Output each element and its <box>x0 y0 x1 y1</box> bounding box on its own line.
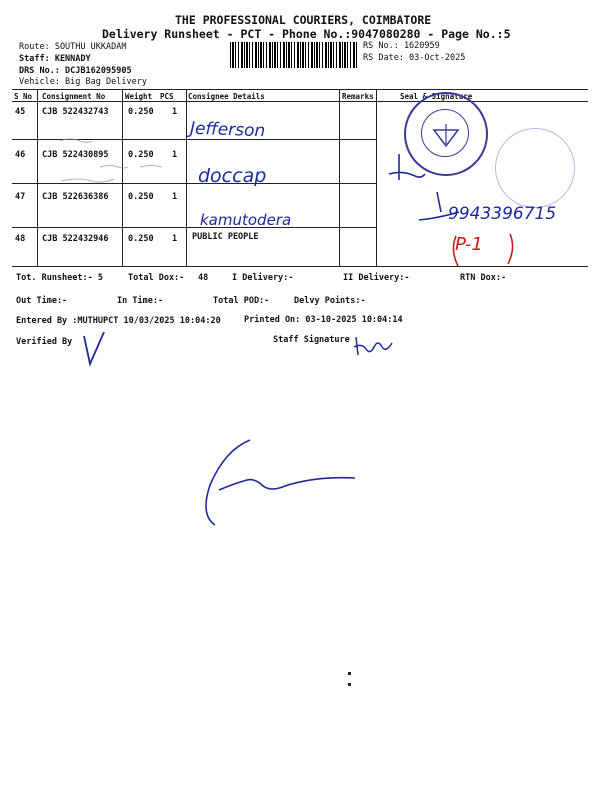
row-consignment: CJB 522636386 <box>42 192 109 202</box>
scan-speck <box>348 672 351 675</box>
runsheet-subtitle: Delivery Runsheet - PCT - Phone No.:9047080280 - Page No.:5 <box>102 27 511 41</box>
company-title: THE PROFESSIONAL COURIERS, COIMBATORE <box>175 13 432 27</box>
out-time: Out Time:- <box>16 296 68 306</box>
signature-row46 <box>385 150 435 190</box>
rtn-dox: RTN Dox:- <box>460 273 507 283</box>
handwritten-phone: 9943396715 <box>448 204 557 224</box>
col-divider <box>339 89 340 266</box>
header-remarks: Remarks <box>342 92 374 101</box>
staff-signature-label: Staff Signature <box>273 335 350 345</box>
handwritten-name-row46: doccap <box>198 165 267 187</box>
entered-by: Entered By :MUTHUPCT 10/03/2025 10:04:20 <box>16 316 221 326</box>
delvy-points: Delvy Points:- <box>294 296 366 306</box>
ii-delivery: II Delivery:- <box>343 273 410 283</box>
row-sno: 48 <box>15 234 26 244</box>
col-divider <box>186 89 187 266</box>
row-pcs: 1 <box>172 150 178 160</box>
table-header-border <box>12 101 588 102</box>
faint-seal-stamp <box>495 128 575 208</box>
total-pod: Total POD:- <box>213 296 270 306</box>
staff-signature <box>350 333 400 363</box>
header-weight: Weight <box>125 92 153 101</box>
rs-date: RS Date: 03-Oct-2025 <box>363 53 466 63</box>
table-top-border <box>12 89 588 90</box>
row-weight: 0.250 <box>128 150 154 160</box>
total-dox-label: Total Dox:- <box>128 273 185 283</box>
i-delivery: I Delivery:- <box>232 273 294 283</box>
in-time: In Time:- <box>117 296 164 306</box>
barcode <box>230 42 358 68</box>
rs-number: RS No.: 1620959 <box>363 41 440 51</box>
staff-label: Staff: KENNADY <box>19 54 91 64</box>
col-divider <box>376 89 377 266</box>
drs-label: DRS No.: DCJB162095905 <box>19 66 132 76</box>
red-mark-brackets <box>448 232 523 272</box>
header-seal-signature: Seal & Signature <box>400 92 473 101</box>
row-consignment: CJB 522432946 <box>42 234 109 244</box>
row-weight: 0.250 <box>128 192 154 202</box>
handwritten-name-row45: Jefferson <box>189 118 266 142</box>
row-sno: 45 <box>15 107 26 117</box>
header-sno: S No <box>14 92 33 101</box>
red-mark: P-1 <box>455 234 483 255</box>
printed-on: Printed On: 03-10-2025 10:04:14 <box>244 315 403 325</box>
row-sno: 46 <box>15 150 26 160</box>
header-consignee: Consignee Details <box>188 92 265 101</box>
tot-runsheet: Tot. Runsheet:- 5 <box>16 273 103 283</box>
verified-signature <box>80 330 110 370</box>
row-pcs: 1 <box>172 107 178 117</box>
row-consignment: CJB 522432743 <box>42 107 109 117</box>
row-sno: 47 <box>15 192 26 202</box>
route-label: Route: SOUTHU UKKADAM <box>19 42 127 52</box>
col-divider <box>37 89 38 266</box>
row-consignee: PUBLIC PEOPLE <box>192 232 259 242</box>
row-pcs: 1 <box>172 192 178 202</box>
header-consignment: Consignment No <box>42 92 106 101</box>
faint-stamp-marks <box>40 135 180 187</box>
scan-speck <box>348 683 351 686</box>
row-consignment: CJB 522430895 <box>42 150 109 160</box>
row-weight: 0.250 <box>128 107 154 117</box>
row-weight: 0.250 <box>128 234 154 244</box>
row-divider <box>12 227 376 228</box>
row-pcs: 1 <box>172 234 178 244</box>
verified-by-label: Verified By <box>16 337 73 347</box>
header-pcs: PCS <box>160 92 174 101</box>
total-dox-value: 48 <box>198 273 209 283</box>
handwritten-name-row47: kamutodera <box>200 211 292 229</box>
pen-scrawl <box>195 430 395 535</box>
vehicle-label: Vehicle: Big Bag Delivery <box>19 77 147 87</box>
